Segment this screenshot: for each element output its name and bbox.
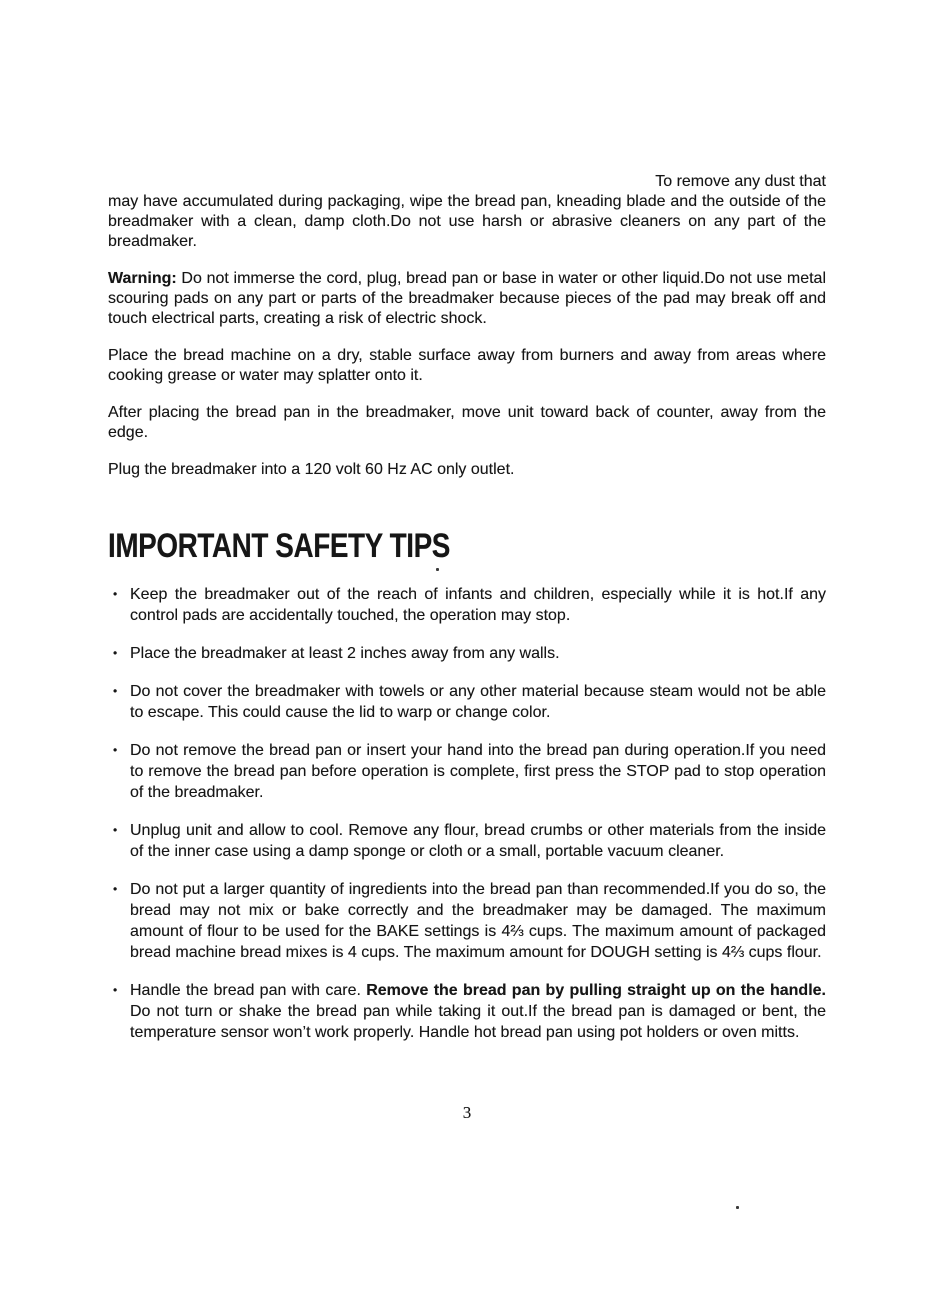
safety-tip-text (130, 740, 826, 803)
paragraph-outlet: Plug the breadmaker into a 120 volt 60 Hz AC only outlet. (108, 461, 515, 478)
warning-text: Do not immerse the cord, plug, bread pan or base in water or other liquid.Do not use metal scouring pads on any part or parts of the breadmaker because pieces of the pad may break off and touch electrical parts, creating a risk of electric shock. (108, 270, 826, 327)
section-heading: IMPORTANT SAFETY TIPS (108, 527, 450, 565)
safety-tip-item (108, 681, 826, 723)
safety-tip-item (108, 820, 826, 862)
paragraph-cleaning: may have accumulated during packaging, wipe the bread pan, kneading blade and the outside of the breadmaker with a clean, damp cloth.Do not use harsh or abrasive cleaners on any part of the breadmaker. (108, 193, 826, 250)
bullet-icon: • (113, 646, 118, 660)
page-number: 3 (462, 1103, 472, 1122)
paragraph-cleaning-lead-line: To remove any dust that (655, 173, 826, 190)
tip-segment: Place the breadmaker at least 2 inches away from any walls. (130, 645, 560, 662)
paragraph-warning (108, 269, 826, 329)
tip-segment: Keep the breadmaker out of the reach of infants and children, especially while it is hot.If any control pads are accidentally touched, the operation may stop. (130, 586, 826, 624)
tip-segment: Do not turn or shake the bread pan while taking it out.If the bread pan is damaged or bent, the temperature sensor won’t work properly. Handle hot bread pan using pot holders or oven mitts. (130, 1003, 826, 1041)
tip-segment: Do not cover the breadmaker with towels or any other material because steam would not be able to escape. This could cause the lid to warp or change color. (130, 683, 826, 721)
safety-tip-item (108, 879, 826, 963)
safety-tip-text (130, 643, 826, 664)
safety-tip-item (108, 980, 826, 1043)
safety-tip-item (108, 643, 826, 664)
bullet-icon: • (113, 882, 118, 896)
bullet-icon: • (113, 983, 118, 997)
safety-tip-item (108, 740, 826, 803)
safety-tip-text (130, 584, 826, 626)
safety-tip-item (108, 584, 826, 626)
scan-artifact-dot (736, 1206, 739, 1209)
tip-segment: Handle the bread pan with care. (130, 982, 367, 999)
tip-segment: Do not put a larger quantity of ingredients into the bread pan than recommended.If you do so, the bread may not mix or bake correctly and the breadmaker may be damaged. The maximum amount of flour to be used for the BAKE settings is 4⅔ cups. The maximum amount of packaged bread machine bread mixes is 4 cups. The maximum amount for DOUGH setting is 4⅔ cups flour. (130, 881, 826, 961)
paragraph-counter: After placing the bread pan in the breadmaker, move unit toward back of counter, away from the edge. (108, 404, 826, 441)
paragraph-surface: Place the bread machine on a dry, stable surface away from burners and away from areas where cooking grease or water may splatter onto it. (108, 347, 826, 384)
tip-segment: Do not remove the bread pan or insert your hand into the bread pan during operation.If you need to remove the bread pan before operation is complete, first press the STOP pad to stop operation of the breadmaker. (130, 742, 826, 801)
safety-tip-text (130, 980, 826, 1043)
tip-segment: Unplug unit and allow to cool. Remove any flour, bread crumbs or other materials from the inside of the inner case using a damp sponge or cloth or a small, portable vacuum cleaner. (130, 822, 826, 860)
bullet-icon: • (113, 823, 118, 837)
page-content (108, 172, 826, 1123)
safety-tip-text (130, 681, 826, 723)
safety-tip-text (130, 820, 826, 862)
safety-tips-list (108, 584, 826, 1043)
bullet-icon: • (113, 684, 118, 698)
safety-tip-text (130, 879, 826, 963)
bullet-icon: • (113, 587, 118, 601)
scan-artifact-dot (436, 568, 439, 571)
tip-segment-bold: Remove the bread pan by pulling straight up on the handle. (366, 982, 826, 999)
warning-label: Warning: (108, 270, 177, 287)
bullet-icon: • (113, 743, 118, 757)
